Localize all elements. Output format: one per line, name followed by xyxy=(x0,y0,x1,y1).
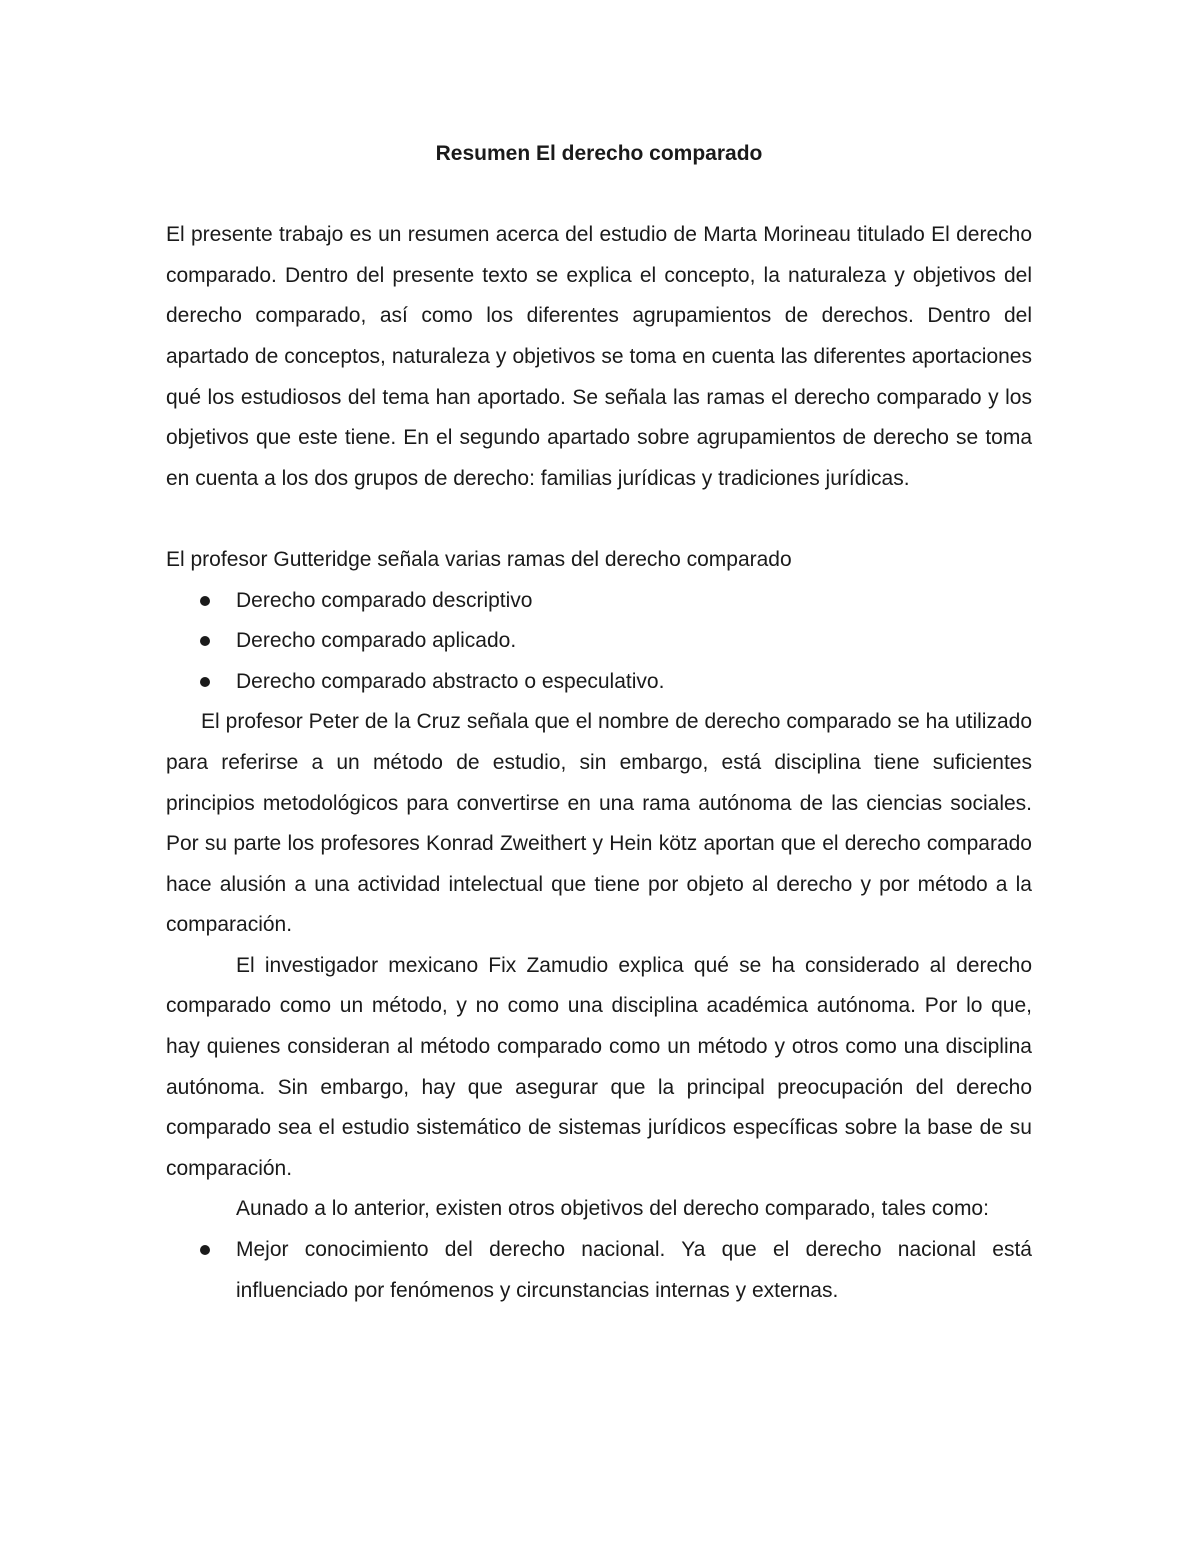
list-item xyxy=(166,621,1032,662)
list-item xyxy=(166,1230,1032,1311)
bullet-icon xyxy=(200,636,210,646)
list-item-text: Mejor conocimiento del derecho nacional. Ya que el derecho nacional está influenciado por fenómenos y circunstancias internas y externas. xyxy=(236,1238,1032,1302)
bullet-icon xyxy=(200,677,210,687)
list-item-text: Derecho comparado descriptivo xyxy=(236,588,533,612)
list-item-text: Derecho comparado aplicado. xyxy=(236,629,517,653)
list-item xyxy=(166,662,1032,703)
gutteridge-intro: El profesor Gutteridge señala varias ramas del derecho comparado xyxy=(166,547,792,571)
objectives-intro: Aunado a lo anterior, existen otros objetivos del derecho comparado, tales como: xyxy=(236,1197,989,1221)
fix-zamudio-paragraph: El investigador mexicano Fix Zamudio explica qué se ha considerado al derecho comparado como un método, y no como una disciplina académica autónoma. Por lo que, hay quienes consideran al método comparado como un método y otros como una disciplina autónoma. Sin embargo, hay que asegurar que la principal preocupación del derecho comparado sea el estudio sistemático de sistemas jurídicos específicas sobre la base de su comparación. xyxy=(166,953,1032,1180)
list-item xyxy=(166,581,1032,622)
gutteridge-branches-list xyxy=(166,581,1032,703)
bullet-icon xyxy=(200,596,210,606)
document-body xyxy=(166,134,1032,1311)
bullet-icon xyxy=(200,1245,210,1255)
intro-paragraph: El presente trabajo es un resumen acerca del estudio de Marta Morineau titulado El derecho comparado. Dentro del presente texto se explica el concepto, la naturaleza y objetivos del derecho comparado, así como los diferentes agrupamientos de derechos. Dentro del apartado de conceptos, naturaleza y objetivos se toma en cuenta las diferentes aportaciones qué los estudiosos del tema han aportado. Se señala las ramas el derecho comparado y los objetivos que este tiene. En el segundo apartado sobre agrupamientos de derecho se toma en cuenta a los dos grupos de derecho: familias jurídicas y tradiciones jurídicas. xyxy=(166,223,1032,490)
objectives-list xyxy=(166,1230,1032,1311)
paragraph-spacer xyxy=(166,499,1032,540)
list-item-text: Derecho comparado abstracto o especulativo. xyxy=(236,669,665,693)
peter-de-la-cruz-paragraph: El profesor Peter de la Cruz señala que el nombre de derecho comparado se ha utilizado para referirse a un método de estudio, sin embargo, está disciplina tiene suficientes principios metodológicos para convertirse en una rama autónoma de las ciencias sociales. Por su parte los profesores Konrad Zweithert y Hein kötz aportan que el derecho comparado hace alusión a una actividad intelectual que tiene por objeto al derecho y por método a la comparación. xyxy=(166,710,1032,937)
document-title: Resumen El derecho comparado xyxy=(435,142,763,165)
